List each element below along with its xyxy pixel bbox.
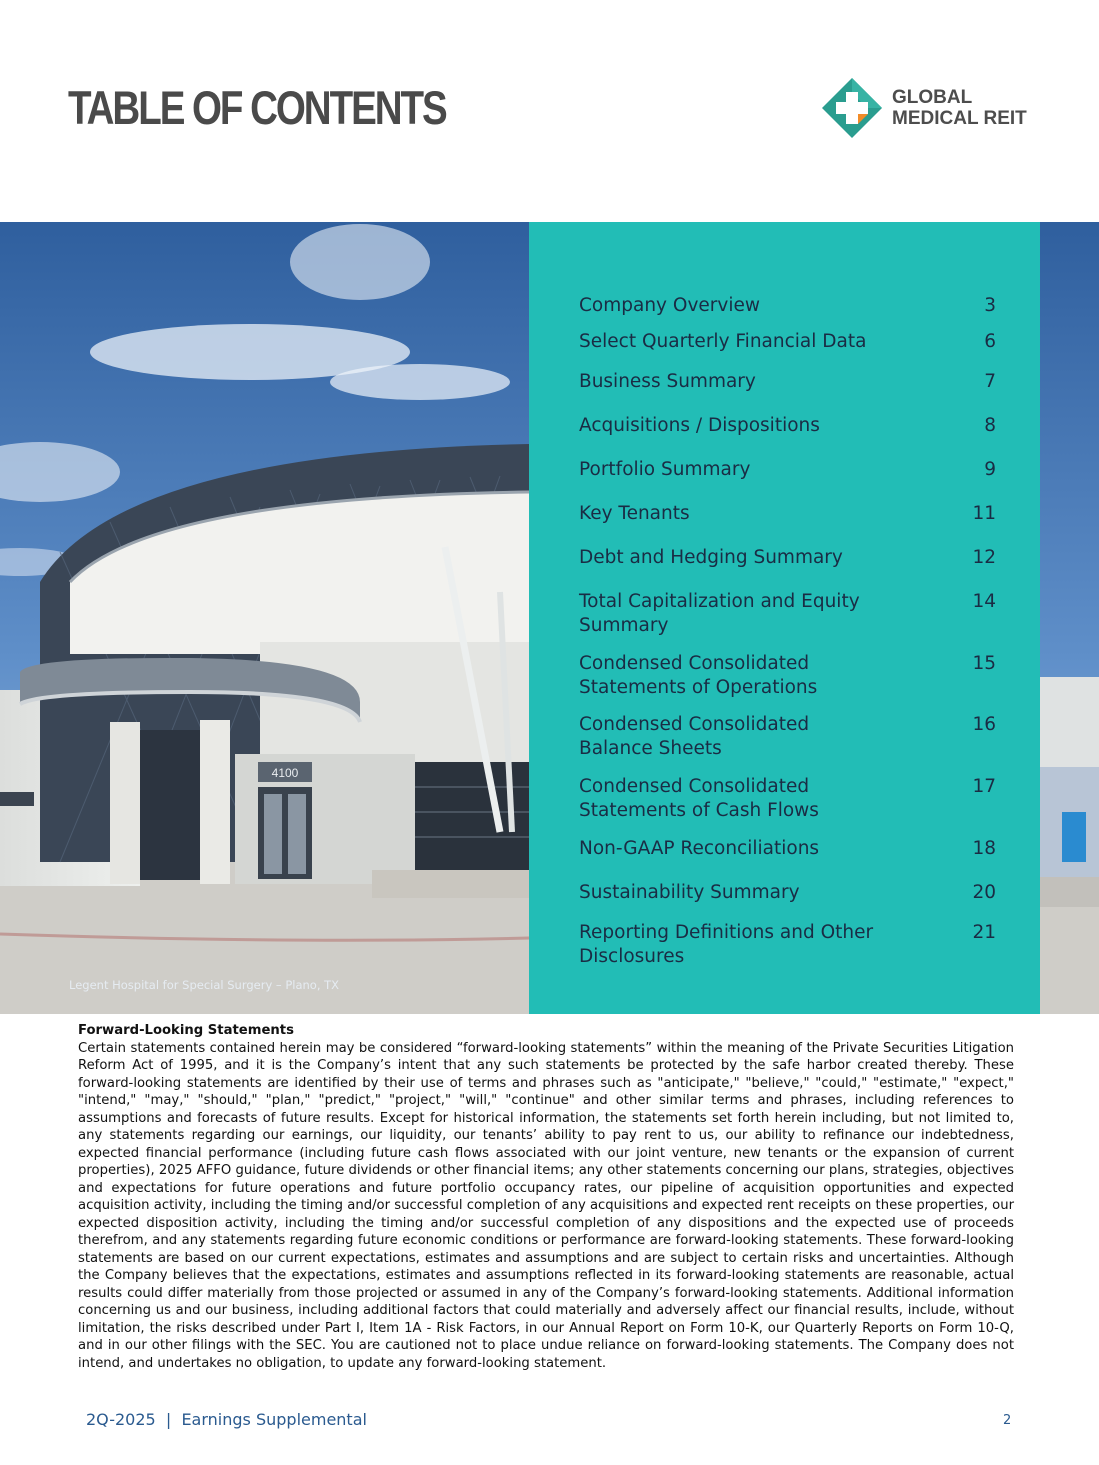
toc-item-label: Total Capitalization and Equity Summary <box>579 591 860 636</box>
toc-item-page: 7 <box>984 371 996 392</box>
toc-item-label: Key Tenants <box>579 503 690 524</box>
page-title: TABLE OF CONTENTS <box>68 81 446 134</box>
toc-item-label: Select Quarterly Financial Data <box>579 331 867 352</box>
toc-item-sustainability-summary[interactable] <box>579 881 996 905</box>
toc-item-business-summary[interactable] <box>579 370 996 394</box>
toc-item-label: Portfolio Summary <box>579 459 751 480</box>
toc-item-non-gaap-reconciliations[interactable] <box>579 837 996 861</box>
toc-item-key-tenants[interactable] <box>579 502 996 526</box>
toc-item-page: 6 <box>984 331 996 352</box>
footer-page-number: 2 <box>1003 1413 1012 1428</box>
toc-item-label: Sustainability Summary <box>579 882 800 903</box>
forward-looking-statements <box>78 1022 1014 1372</box>
toc-item-page: 21 <box>972 922 996 943</box>
toc-item-page: 17 <box>972 776 996 797</box>
toc-item-page: 15 <box>972 653 996 674</box>
photo-caption: Legent Hospital for Special Surgery – Plano, TX <box>69 978 340 992</box>
toc-item-label: Business Summary <box>579 371 756 392</box>
toc-item-label: Condensed Consolidated Statements of Cash Flows <box>579 776 819 821</box>
toc-item-select-quarterly-financial-data[interactable] <box>579 330 996 354</box>
forward-looking-title: Forward-Looking Statements <box>78 1023 294 1038</box>
toc-item-label: Non-GAAP Reconciliations <box>579 838 820 859</box>
toc-item-label: Condensed Consolidated Statements of Operations <box>579 653 818 698</box>
toc-item-page: 11 <box>972 503 996 524</box>
toc-item-label: Acquisitions / Dispositions <box>579 415 820 436</box>
logo-text-line2: MEDICAL REIT <box>892 108 1027 129</box>
toc-item-statements-of-cash-flows[interactable] <box>579 775 996 822</box>
forward-looking-body: Certain statements contained herein may be considered “forward-looking statements” within the meaning of the Private Securities Litigation Reform Act of 1995, and it is the Company’s intent that any such statements be protected by the safe harbor created thereby. These forward-looking statements are identified by their use of terms and phrases such as "anticipate," "believe," "could," "estimate," "expect," "intend," "may," "should," "plan," "predict," "project," "will," "continue" and other similar terms and phrases, including references to assumptions and forecasts of future results. Except for historical information, the statements set forth herein including, but not limited to, any statements regarding our earnings, our liquidity, our tenants’ ability to pay rent to us, our ability to refinance our indebtedness, expected financial performance (including future cash flows associated with our joint venture, new tenants or the expansion of current properties), 2025 AFFO guidance, future dividends or other financial items; any other statements concerning our plans, strategies, objectives and expectations for future operations and future portfolio occupancy rates, our pipeline of acquisition opportunities and expected acquisition activity, including the timing and/or successful completion of any acquisitions and expected rent receipts on these properties, our expected disposition activity, including the timing and/or successful completion of any dispositions and the expected use of proceeds therefrom, and any statements regarding future economic conditions or performance are forward-looking statements. These forward-looking statements are based on our current expectations, estimates and assumptions and are subject to certain risks and uncertainties. Although the Company believes that the expectations, estimates and assumptions reflected in its forward-looking statements are reasonable, actual results could differ materially from those projected or assumed in any of the Company’s forward-looking statements. Additional information concerning us and our business, including additional factors that could materially and adversely affect our financial results, include, without limitation, the risks described under Part I, Item 1A - Risk Factors, in our Annual Report on Form 10-K, our Quarterly Reports on Form 10-Q, and in our other filings with the SEC. You are cautioned not to place undue reliance on forward-looking statements. The Company does not intend, and undertakes no obligation, to update any forward-looking statement. <box>78 1040 1014 1371</box>
toc-item-page: 3 <box>984 295 996 316</box>
toc-item-reporting-definitions[interactable] <box>579 921 996 968</box>
company-logo <box>820 76 1027 140</box>
toc-item-portfolio-summary[interactable] <box>579 458 996 482</box>
toc-item-page: 12 <box>972 547 996 568</box>
toc-item-page: 18 <box>972 838 996 859</box>
toc-item-page: 16 <box>972 714 996 735</box>
toc-item-page: 8 <box>984 415 996 436</box>
footer-report-label: 2Q-2025 | Earnings Supplemental <box>86 1410 367 1429</box>
toc-item-debt-and-hedging-summary[interactable] <box>579 546 996 570</box>
building-sign-text: 4100 <box>271 766 299 780</box>
toc-panel <box>529 222 1040 1014</box>
toc-item-balance-sheets[interactable] <box>579 713 996 760</box>
toc-item-label: Condensed Consolidated Balance Sheets <box>579 714 810 759</box>
toc-item-label: Company Overview <box>579 295 760 316</box>
medical-cross-logo-icon <box>820 76 884 140</box>
toc-item-page: 20 <box>972 882 996 903</box>
logo-text-line1: GLOBAL <box>892 87 973 108</box>
toc-item-statements-of-operations[interactable] <box>579 652 996 699</box>
toc-item-acquisitions-dispositions[interactable] <box>579 414 996 438</box>
toc-item-company-overview[interactable] <box>579 294 996 318</box>
toc-item-total-capitalization[interactable] <box>579 590 996 637</box>
toc-item-label: Reporting Definitions and Other Disclosures <box>579 922 874 967</box>
toc-item-page: 14 <box>972 591 996 612</box>
toc-item-page: 9 <box>984 459 996 480</box>
toc-item-label: Debt and Hedging Summary <box>579 547 843 568</box>
